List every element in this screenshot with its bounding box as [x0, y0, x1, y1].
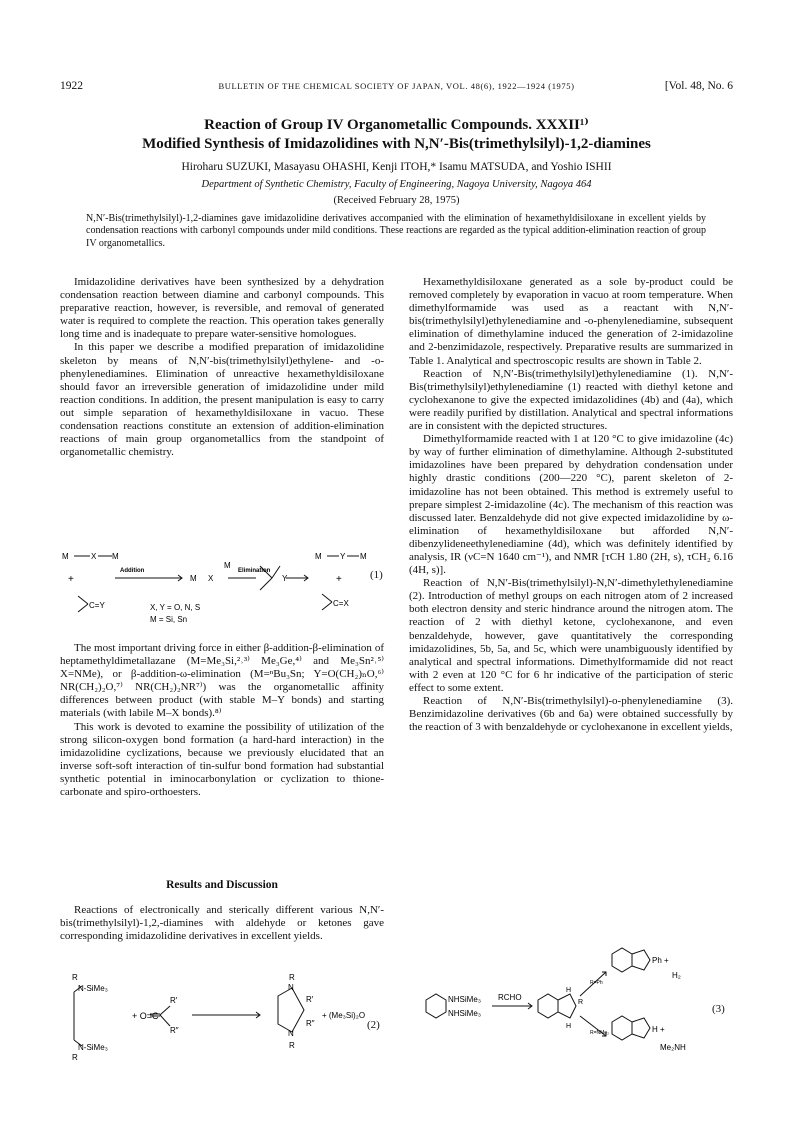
reactant-m-x-m: M [62, 552, 69, 561]
left-column-main [60, 642, 384, 799]
plus-sign-2: + [336, 574, 342, 585]
scheme2-r-bottom: R [72, 1053, 78, 1062]
scheme3-r-ph: R=Ph [590, 980, 603, 986]
scheme3-nhsime3-bottom: NHSiMe₃ [448, 1009, 482, 1018]
authors: Hiroharu SUZUKI, Masayasu OHASHI, Kenji ITOH,* Isamu MATSUDA, and Yoshio ISHII [181, 161, 612, 173]
scheme3-reagent: RCHO [498, 993, 522, 1002]
elimination-label: Elimination [238, 568, 271, 574]
page-number: 1922 [60, 80, 83, 92]
scheme3-h2: H₂ [672, 971, 681, 980]
intermediate-m2: M [224, 561, 231, 570]
scheme3-r-nme2: R=NMe₂ [590, 1030, 610, 1036]
abstract: N,N′-Bis(trimethylsilyl)-1,2-diamines gave imidazolidine derivatives accompanied with the elimination of hexamethyldisiloxane in excellent yields by condensation reactions with carbonyl compounds under mild conditions. These reactions are regarded as the typical addition-elimination reaction of group IV organometallics. [86, 213, 706, 249]
title-line-1: Reaction of Group IV Organometallic Compounds. XXXII¹⁾ [204, 117, 589, 133]
product-m2: M [360, 552, 367, 561]
paragraph: The most important driving force in either β-addition-β-elimination of heptamethyldimetallazane (M=Me₃Si,²˒³⁾ Me₃Ge,⁴⁾ and Me₃Sn²˒⁵⁾ X=NMe), or β-addition-ω-elimination (M=ⁿBu₃Sn; Y=O(CH₂)ₙO,⁶⁾ NR(CH₂)₂O,⁷⁾ NR(CH₂)₂NR⁷⁾) was the organometallic affinity differences between product (with stable M–Y bonds) and starting materials (with labile M–X bonds).⁸⁾ [60, 642, 384, 720]
c-y-label: C=Y [89, 601, 105, 610]
title-line-2: Modified Synthesis of Imidazolidines with N,N′-Bis(trimethylsilyl)-1,2-diamines [142, 136, 651, 152]
equation-number-3: (3) [712, 1003, 725, 1015]
scheme2-nsime3-top: N-SiMe₃ [78, 984, 108, 993]
scheme1-vars2: M = Si, Sn [150, 615, 188, 624]
paragraph: Dimethylformamide reacted with 1 at 120 °C to give imidazoline (4c) by way of further elimination of dimethylamine. Although 2-substituted imidazolines have been prepared by dehydration condensation under highly drastic conditions (200—220 °C), parent skeleton of 2-imidazoline has not been obtained. This method is extremely useful to prepare simplest 2-imidazoline (4c). The mechanism of this reaction was discussed later. Benzaldehyde did not give expected imidazolidine by ω-elimination of hexamethyldisiloxane but afforded N,N′-dibenzylideneethylenediamine (4d), which was definitely identified by analysis, IR (νC=N 1640 cm⁻¹), and NMR [τCH 1.80 (2H, s), τCH₂ 6.16 (4H, s)]. [409, 433, 733, 577]
intermediate-x: X [208, 574, 214, 583]
equation-number-1: (1) [370, 569, 383, 581]
journal-citation: BULLETIN OF THE CHEMICAL SOCIETY OF JAPAN, VOL. 48(6), 1922—1924 (1975) [218, 81, 575, 91]
plus-o-label: + O=C [132, 1011, 159, 1021]
left-column-intro [60, 276, 384, 459]
scheme3-ph-product: Ph + [652, 956, 669, 965]
received-date: (Received February 28, 1975) [333, 195, 460, 206]
intermediate-h2: H [566, 1023, 572, 1030]
right-column-text [409, 276, 733, 734]
scheme-3 [420, 944, 720, 1064]
section-heading: Results and Discussion [166, 879, 278, 891]
scheme2-r-top: R [72, 973, 78, 982]
c-x-label: C=X [333, 599, 349, 608]
scheme-2 [60, 970, 366, 1062]
intermediate-h: H [566, 987, 572, 994]
paragraph: Hexamethyldisiloxane generated as a sole by-product could be removed completely by evaporation in vacuo at room temperature. When dimethylformamide was used as a reactant with N,N′-bis(trimethylsilyl)ethylenediamine and -o-phenylenediamine, subsequent elimination of dimethylamine induced the generation of 2-imidazoline and 2-benzimidazole, respectively. Preparative results are summarized in Table 1. Analytical and spectroscopic results are shown in Table 2. [409, 276, 733, 367]
product-m: M [315, 552, 322, 561]
paragraph: Reaction of N,N′-Bis(trimethylsilyl)ethylenediamine (1). N,N′-Bis(trimethylsilyl)ethylenediamine (1) reacted with diethyl ketone and cyclohexanone to give the expected imidazolidines (4b) and (4a), which were readily purified by distillation. Analytical and spectral informations are in consistent with the depicted structures. [409, 367, 733, 433]
running-header [60, 80, 733, 98]
scheme2-nsime3-bottom: N-SiMe₃ [78, 1043, 108, 1052]
addition-label: Addition [120, 568, 145, 574]
equation-number-2: (2) [367, 1019, 380, 1031]
carbonyl-r2: R″ [170, 1026, 179, 1035]
paragraph: In this paper we describe a modified preparation of imidazolidine skeleton by means of N,N′-bis(trimethylsilyl)ethylene- and -o-phenylenediamines. Elimination of unreactive hexamethyldisiloxane should favor an irreversible generation of imidazolidine under mild reaction conditions. In addition, the present manipulation is easy to carry out simple separation of hexamethyldisiloxane in vacuo. These condensation reactions constitute an extension of addition-elimination reactions of main group organometallics from the standpoint of organometallic chemistry. [60, 341, 384, 459]
paragraph: Reaction of N,N′-Bis(trimethylsilyl)-N,N′-dimethylethylenediamine (2). Introduction of methyl groups on each nitrogen atom of 2 increased both electron density and steric hindrance around the nitrogen atom. The reaction of 2 with diethyl ketone, cyclohexanone, and even benzaldehyde, however, gave quantitatively the corresponding imidazolidines, 5b, 5a, and 5c, which were unambiguously identified by analytical and spectral informations. Dimethylformamide did not react with 2 even at 120 °C for 6 hr indicative of the participation of steric effect to some extent. [409, 577, 733, 694]
intermediate-r: R [578, 999, 584, 1006]
volume-issue: [Vol. 48, No. 6 [664, 80, 733, 92]
x-label: X [91, 552, 97, 561]
paragraph: Reactions of electronically and sterically different various N,N′-bis(trimethylsilyl)-1,2,-diamines with aldehyde or ketones gave corresponding imidazolidine derivatives in excellent yields. [60, 904, 384, 943]
product-y: Y [340, 552, 346, 561]
scheme1-vars1: X, Y = O, N, S [150, 603, 201, 612]
paragraph: Imidazolidine derivatives have been synthesized by a dehydration condensation reaction between diamine and carbonyl compounds. This preparative reaction, however, is reversible, and removal of generated water is required to complete the reaction. This operation takes generally long time and is inadequate to prepare water-sensitive homologues. [60, 276, 384, 341]
plus-sign: + [68, 574, 74, 585]
scheme2-byproduct: + (Me₃Si)₂O [322, 1011, 366, 1020]
carbonyl-r1: R′ [170, 996, 178, 1005]
m-label: M [112, 552, 119, 561]
scheme3-me2nh: Me₂NH [660, 1043, 686, 1052]
paragraph: This work is devoted to examine the possibility of utilization of the strong silicon-oxygen bond formation (a hard-hard interaction) in the imidazolidine cyclizations, because we previously elucidated that an inverse soft-soft interaction of tin-sulfur bond formation had substantial synthetic potential in iminocarbonylation or cyclization to thione-carbonate and spiro-orthoesters. [60, 720, 384, 799]
affiliation: Department of Synthetic Chemistry, Faculty of Engineering, Nagoya University, Nagoya 464 [201, 179, 592, 190]
intermediate-y: Y [282, 574, 288, 583]
product-r-bottom: R [289, 1041, 295, 1050]
product-n-top: N [288, 983, 294, 992]
scheme3-nhsime3-top: NHSiMe₃ [448, 995, 482, 1004]
product-r1: R′ [306, 995, 314, 1004]
paragraph: Reaction of N,N′-Bis(trimethylsilyl)-o-phenylenediamine (3). Benzimidazoline derivatives (6b and 6a) were obtained successfully by the reaction of 3 with benzaldehyde or cyclohexanone in excellent yields, [409, 695, 733, 734]
scheme-1 [60, 548, 384, 636]
left-column-results [60, 904, 384, 943]
product-r2: R″ [306, 1019, 315, 1028]
product-r-top: R [289, 973, 295, 982]
intermediate-m: M [190, 574, 197, 583]
product-n-bottom: N [288, 1029, 294, 1038]
scheme3-h-product: H + [652, 1025, 665, 1034]
